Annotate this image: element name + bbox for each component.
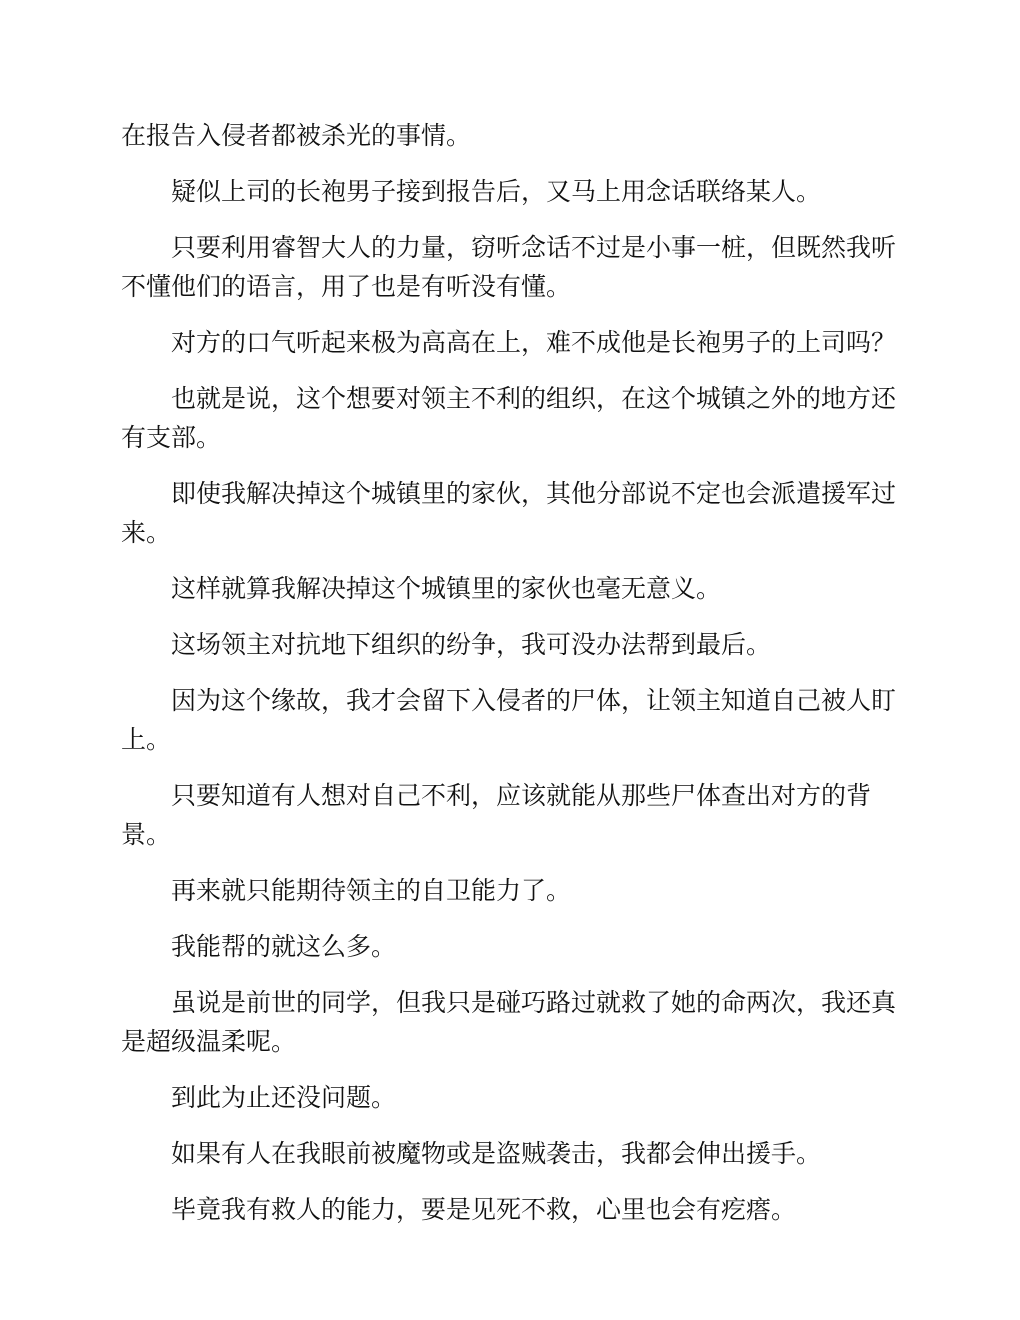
paragraph: 毕竟我有救人的能力，要是见死不救，心里也会有疙瘩。 [171,1195,797,1224]
paragraph: 再来就只能期待领主的自卫能力了。 [171,876,572,905]
paragraph: 即使我解决掉这个城镇里的家伙，其他分部说不定也会派遣援军过来。 [121,479,897,547]
paragraph: 对方的口气听起来极为高高在上，难不成他是长袍男子的上司吗？ [171,328,897,357]
paragraph: 也就是说，这个想要对领主不利的组织，在这个城镇之外的地方还有支部。 [121,384,897,452]
paragraph: 我能帮的就这么多。 [171,932,397,961]
paragraph: 如果有人在我眼前被魔物或是盗贼袭击，我都会伸出援手。 [171,1139,822,1168]
paragraph: 虽说是前世的同学，但我只是碰巧路过就救了她的命两次，我还真是超级温柔呢。 [121,988,897,1056]
paragraph: 因为这个缘故，我才会留下入侵者的尸体，让领主知道自己被人盯上。 [121,686,897,754]
paragraph: 疑似上司的长袍男子接到报告后，又马上用念话联络某人。 [171,177,822,206]
text-body [121,116,901,1246]
paragraph: 在报告入侵者都被杀光的事情。 [121,121,472,150]
paragraph: 只要知道有人想对自己不利，应该就能从那些尸体查出对方的背景。 [121,781,872,849]
paragraph: 到此为止还没问题。 [171,1083,397,1112]
paragraph: 只要利用睿智大人的力量，窃听念话不过是小事一桩，但既然我听不懂他们的语言，用了也是有听没有懂。 [121,233,897,301]
paragraph: 这样就算我解决掉这个城镇里的家伙也毫无意义。 [171,574,722,603]
paragraph: 这场领主对抗地下组织的纷争，我可没办法帮到最后。 [171,630,772,659]
